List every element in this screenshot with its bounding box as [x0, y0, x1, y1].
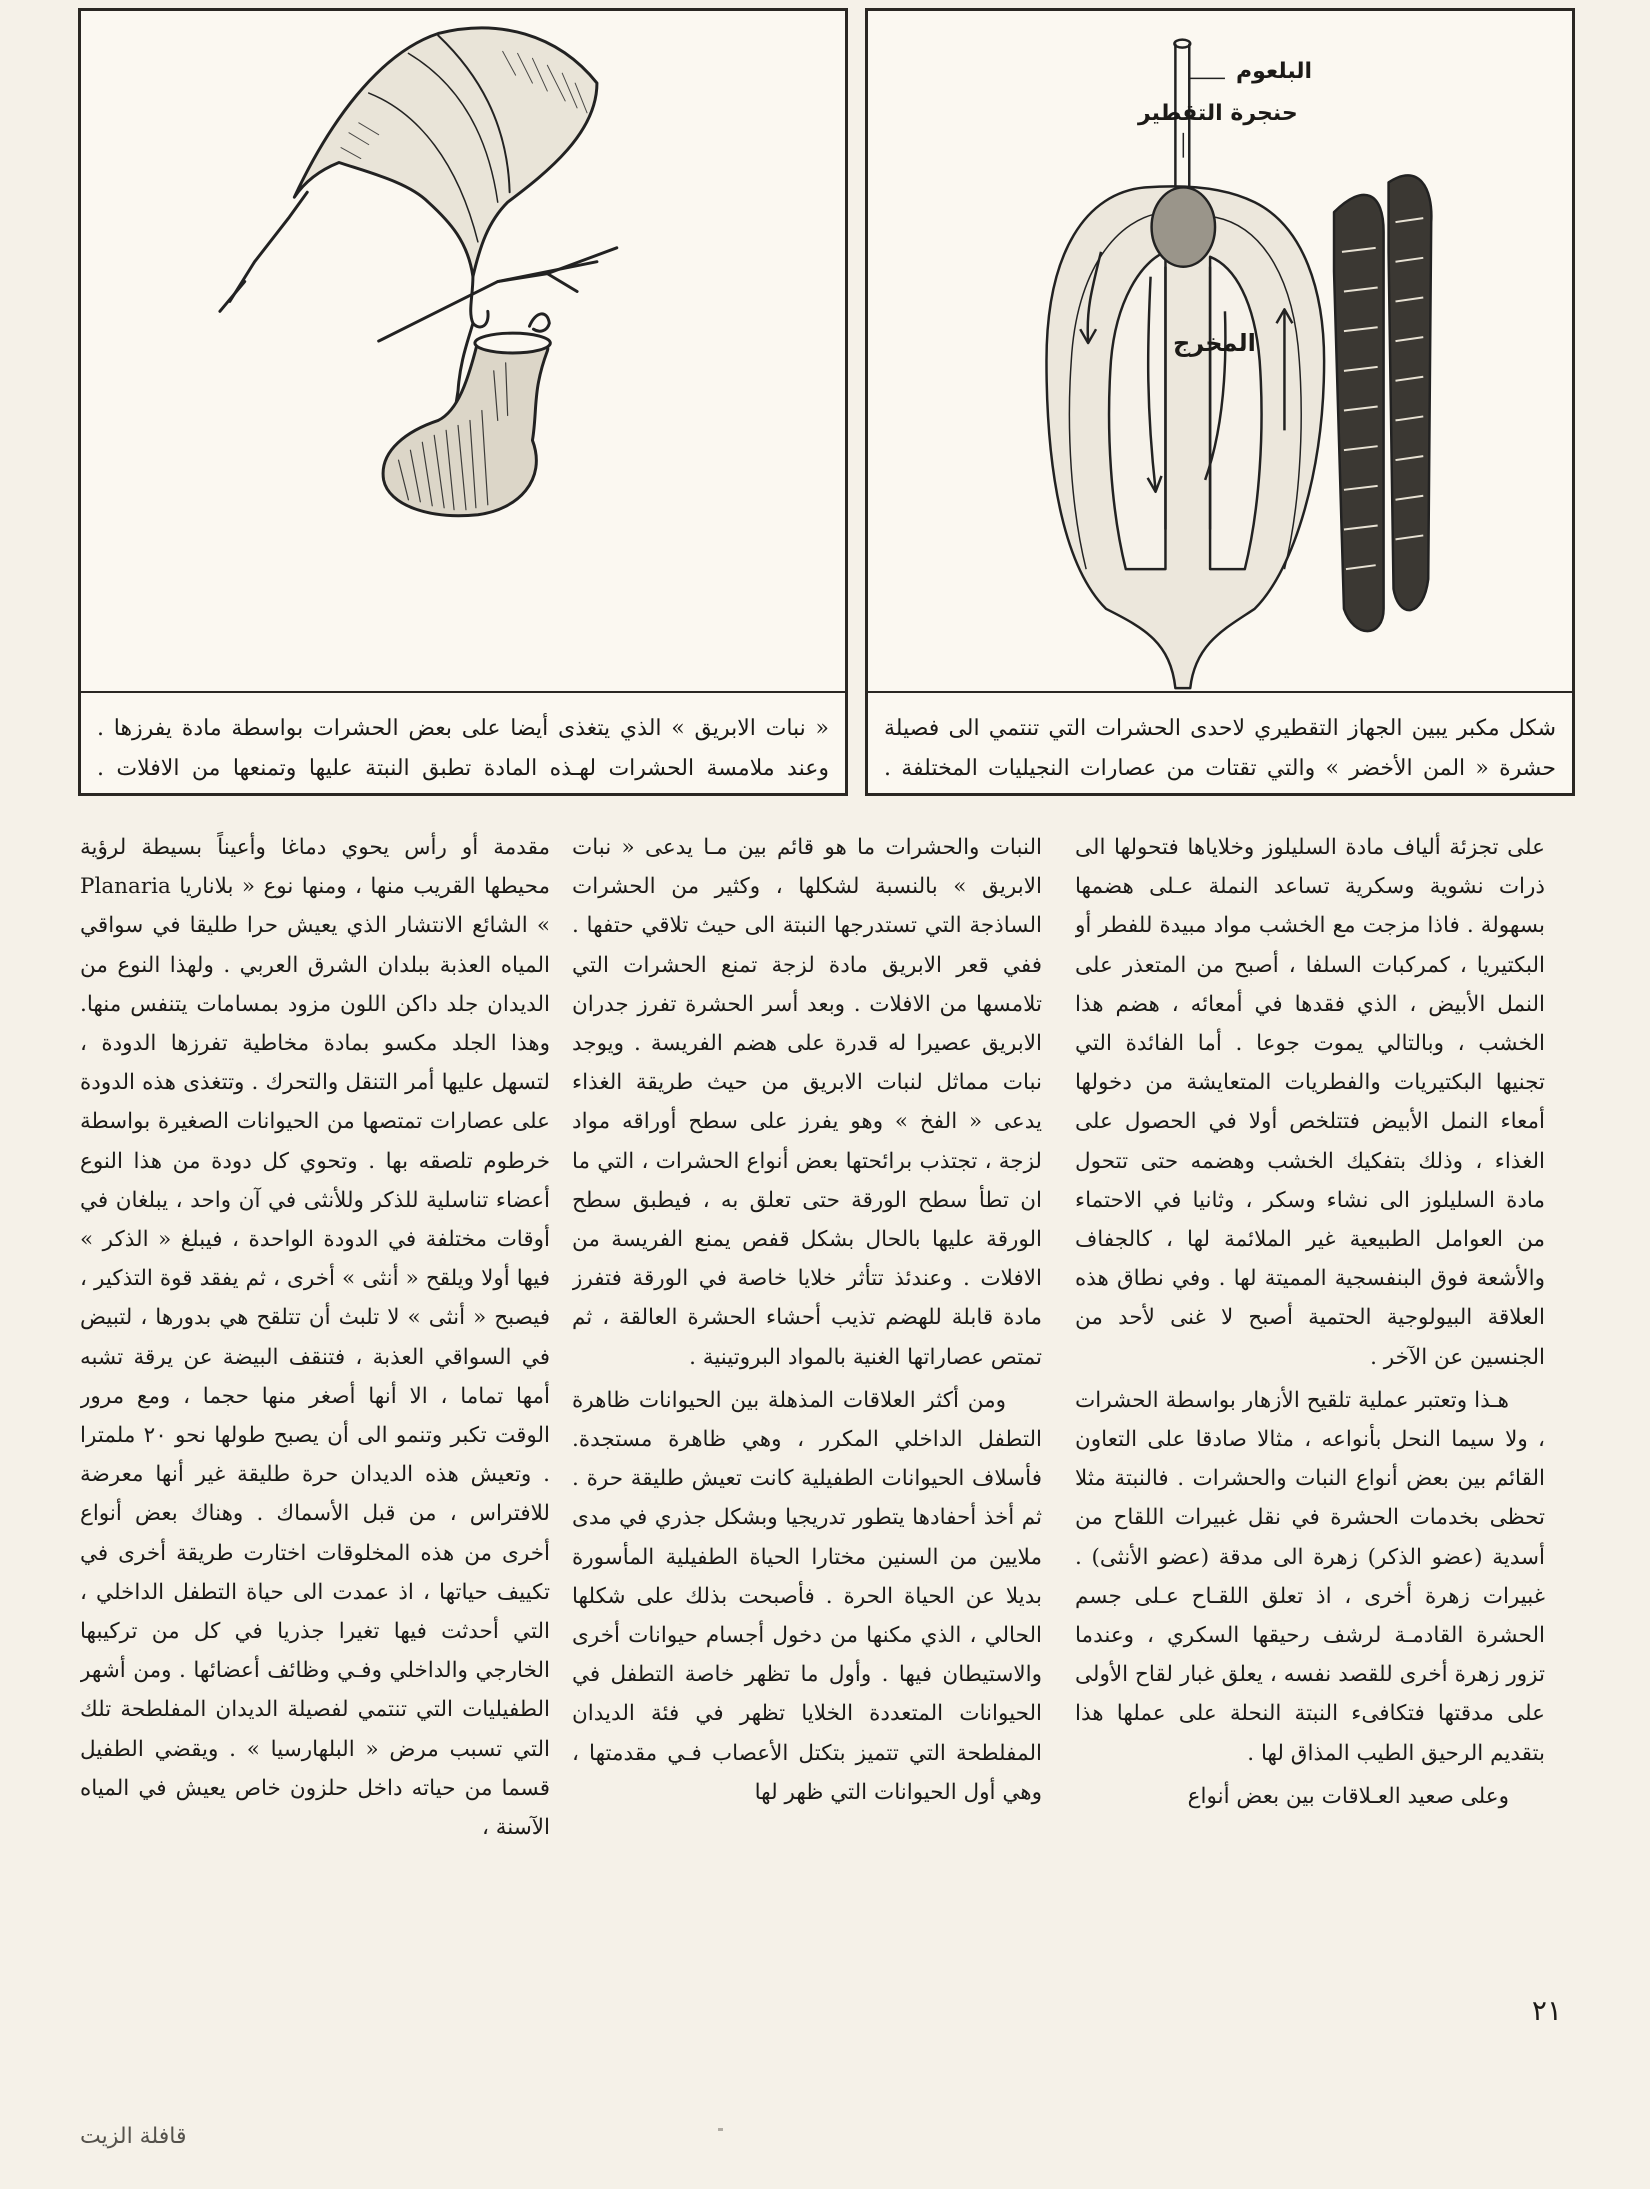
tendril [471, 277, 488, 327]
pitcher [383, 336, 548, 516]
label-exit: المخرج [1173, 329, 1256, 357]
article-column-2 [572, 828, 1042, 1988]
paragraph: وعلى صعيد العـلاقات بين بعض أنواع [1187, 1783, 1509, 1809]
pitcher-plant-illustration [81, 11, 845, 691]
figure-caption-left: « نبات الابريق » الذي يتغذى أيضا على بعض الحشرات بواسطة مادة يفرزها . وعند ملامسة الحشرات لهـذه المادة تطبق النبتة عليها وتمنعها من الافلات . [97, 716, 829, 781]
page-number: ٢١ [1531, 1994, 1562, 2027]
paragraph: على تجزئة ألياف مادة السليلوز وخلاياها فتحولها الى ذرات نشوية وسكرية تساعد النملة عـلى هضمها بسهولة . فاذا مزجت مع الخشب مواد مبيدة للفطر أو البكتيريا ، كمركبات السلفا ، أصبح من المتعذر على النمل الأبيض ، الذي فقدها في أمعائه ، هضم هذا الخشب ، وبالتالي يموت جوعا . أما الفائدة التي تجنيها البكتيريات والفطريات المتعايشة من دخولها أمعاء النمل الأبيض فتتلخص أولا في الحصول على الغذاء ، وذلك بتفكيك الخشب وهضمه حتى تتحول مادة السليلوز الى نشاء وسكر ، وثانيا في الاحتماء من العوامل الطبيعية غير الملائمة لها ، كالجفاف والأشعة فوق البنفسجية المميتة لها . وفي نطاق هذه العلاقة البيولوجية الحتمية أصبح لا غنى لأحد من الجنسين عن الآخر . [1075, 835, 1545, 1370]
paragraph: ومن أكثر العلاقات المذهلة بين الحيوانات ظاهرة التطفل الداخلي المكرر ، وهي ظاهرة مستجدة. فأسلاف الحيوانات الطفيلية كانت تعيش طليقة حرة . ثم أخذ أحفادها يتطور تدريجيا وبشكل جذري في مدى ملايين من السنين مختارا الحياة الطفيلية المأسورة بديلا عن الحياة الحرة . فأصبحت بذلك على شكلها الحالي ، الذي مكنها من دخول أجسام حيوانات أخرى والاستيطان فيها . وأول ما تظهر خاصة التطفل في الحيوانات المتعددة الخلايا تظهر في فئة الديدان المفلطحة التي تتميز بتكتل الأعصاب فـي مقدمتها ، وهي أول الحيوانات التي ظهر لها [572, 1387, 1042, 1805]
figure-caption-right: شكل مكبر يبين الجهاز التقطيري لاحدى الحشرات التي تنتمي الى فصيلة حشرة « المن الأخضر » والتي تقتات من عصارات النجيليات المختلفة . [884, 716, 1556, 781]
paragraph: النبات والحشرات ما هو قائم بين مـا يدعى « نبات الابريق » بالنسبة لشكلها ، وكثير من الحشرات الساذجة التي تستدرجها النبتة الى حيث تلاقي حتفها . ففي قعر الابريق مادة لزجة تمنع الحشرات التي تلامسها من الافلات . وبعد أسر الحشرة تفرز جدران الابريق عصيرا له قدرة على هضم الفريسة . ويوجد نبات مماثل لنبات الابريق من حيث طريقة الغذاء يدعى « الفخ » وهو يفرز على سطح أوراقه مواد لزجة ، تجتذب برائحتها بعض أنواع الحشرات ، التي ما ان تطأ سطح الورقة حتى تعلق به ، فيطبق سطح الورقة عليها بالحال بشكل قفص يمنع الفريسة من الافلات . وعندئذ تتأثر خلايا خاصة في الورقة فتفرز مادة قابلة للهضم تذيب أحشاء الحشرة العالقة ، ثم تمتص عصاراتها الغنية بالمواد البروتينية . [572, 835, 1042, 1370]
paragraph: هـذا وتعتبر عملية تلقيح الأزهار بواسطة الحشرات ، ولا سيما النحل بأنواعه ، مثالا صادقا على التعاون القائم بين بعض أنواع النبات والحشرات . فالنبتة مثلا تحظى بخدمات الحشرة في نقل غبيرات اللقاح من أسدية (عضو الذكر) زهرة الى مدقة (عضو الأنثى) . غبيرات زهرة أخرى ، اذ تعلق اللقـاح عـلى جسم الحشرة القادمـة لرشف رحيقها السكري ، وعندما تزور زهرة أخرى للقصد نفسه ، يعلق غبار لقاح الأولى على مدقتها فتكافىء النبتة النحلة على عملها هذا بتقديم الرحيق الطيب المذاق لها . [1075, 1387, 1545, 1766]
figure-aphid-dripping-apparatus [865, 8, 1575, 796]
paragraph: مقدمة أو رأس يحوي دماغا وأعيناً بسيطة لرؤية محيطها القريب منها ، ومنها نوع « بلاناريا Planaria » الشائع الانتشار الذي يعيش حرا طليقا في سواقي المياه العذبة ببلدان الشرق العربي . ولهذا النوع من الديدان جلد داكن اللون مزود بمسامات يتنفس منها. وهذا الجلد مكسو بمادة مخاطية تفرزها الدودة ، لتسهل عليها أمر التنقل والتحرك . وتتغذى هذه الدودة على عصارات تمتصها من الحيوانات الصغيرة بواسطة خرطوم تلصقه بها . وتحوي كل دودة من هذا النوع أعضاء تناسلية للذكر وللأنثى في آن واحد ، يبلغان في أوقات مختلفة في الدودة الواحدة ، فيبلغ « الذكر » فيها أولا ويلقح « أنثى » أخرى ، ثم يفقد قوة التذكير ، فيصبح « أنثى » لا تلبث أن تتلقح هي بدورها ، لتبيض في السواقي العذبة ، فتنقف البيضة عن يرقة تشبه أمها تماما ، الا أنها أصغر منها حجما ، ومع مرور الوقت تكبر وتنمو الى أن يصبح طولها نحو ٢٠ ملمترا . وتعيش هذه الديدان حرة طليقة غير أنها معرضة للافتراس ، من قبل الأسماك . وهناك بعض أنواع أخرى من هذه المخلوقات اختارت طريقة أخرى في تكييف حياتها ، اذ عمدت الى حياة التطفل الداخلي ، التي أحدثت فيها تغيرا جذريا في كل من تركيبها الخارجي والداخلي وفـي وظائف أعضائها . ومن أشهر الطفيليات التي تنتمي لفصيلة الديدان المفلطحة تلك التي تسبب مرض « البلهارسيا » . ويقضي الطفيل قسما من حياته داخل حلزون خاص يعيش في المياه الآسنة ، [80, 835, 550, 1841]
lower-branch [379, 262, 597, 341]
figure-pitcher-plant [78, 8, 848, 796]
article-column-1 [1075, 828, 1545, 1988]
caption-divider [81, 691, 845, 693]
label-dripping-larynx: حنجرة التقطير [1138, 101, 1298, 126]
article-column-3 [80, 828, 550, 1988]
leaf [294, 28, 597, 277]
magazine-name: قافلة الزيت [80, 2124, 187, 2149]
footer-mark [718, 2128, 723, 2131]
malpighian-tubule [1334, 195, 1384, 631]
caption-divider [868, 691, 1572, 693]
dripping-larynx [1152, 187, 1215, 266]
label-pharynx: البلعوم [1236, 59, 1313, 84]
